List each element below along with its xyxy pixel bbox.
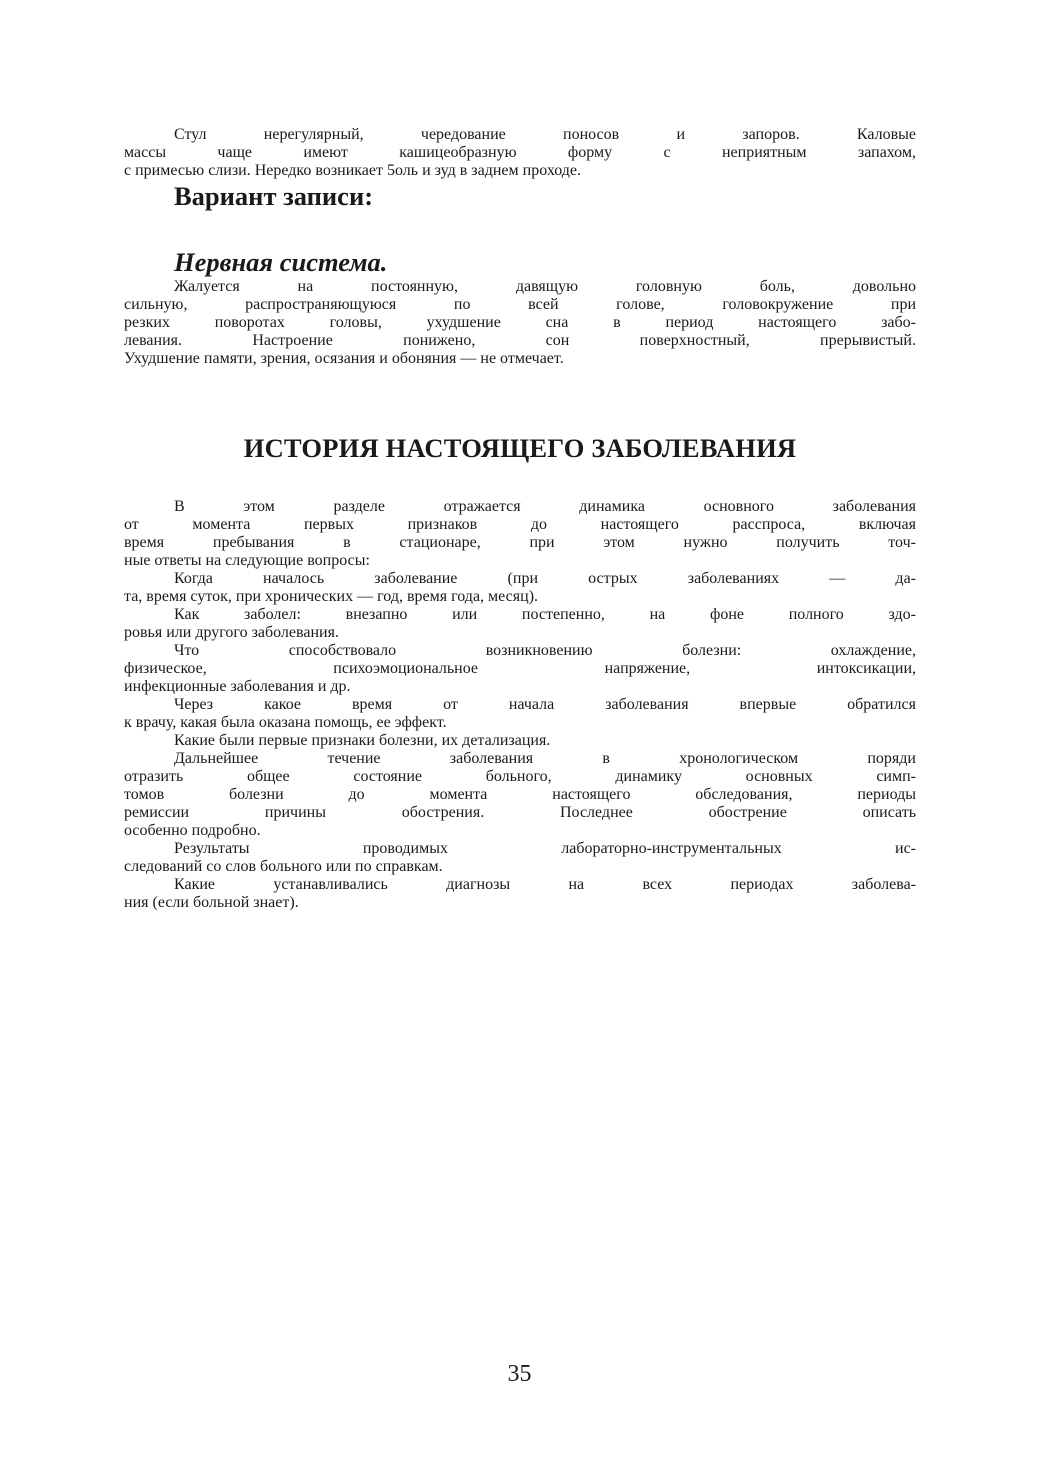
text-line: к врачу, какая была оказана помощь, ее эффект.	[124, 713, 447, 731]
text-line: от момента первых признаков до настоящего расспроса, включая	[124, 515, 916, 533]
question-paragraph	[124, 876, 916, 912]
text-line: Через какое время от начала заболевания впервые обратился	[174, 695, 916, 713]
text-line: левания. Настроение понижено, сон поверхностный, прерывистый.	[124, 332, 916, 350]
text-line: особенно подробно.	[124, 821, 261, 839]
text-line: отразить общее состояние больного, динамику основных симп-	[124, 767, 916, 785]
question-paragraph	[124, 570, 916, 606]
question-paragraph	[124, 606, 916, 642]
text-line: ремиссии причины обострения. Последнее обострение описать	[124, 803, 916, 821]
text-line: массы чаще имеют кашицеобразную форму с неприятным запахом,	[124, 144, 916, 161]
spacer	[124, 213, 916, 246]
text-line: Стул нерегулярный, чередование поносов и запоров. Каловые	[174, 126, 916, 143]
question-paragraph	[124, 696, 916, 732]
page-body	[124, 126, 916, 912]
text-line: В этом разделе отражается динамика основного заболевания	[174, 497, 916, 515]
text-line: Какие устанавливались диагнозы на всех периодах заболева-	[174, 875, 916, 893]
text-line: время пребывания в стационаре, при этом нужно получить точ-	[124, 533, 916, 551]
text-line: Жалуется на постоянную, давящую головную боль, довольно	[174, 278, 916, 296]
text-line: ровья или другого заболевания.	[124, 623, 339, 641]
section-heading: ИСТОРИЯ НАСТОЯЩЕГО ЗАБОЛЕВАНИЯ	[243, 433, 797, 464]
text-line: та, время суток, при хронических — год, время года, месяц).	[124, 587, 539, 605]
question-paragraph	[124, 840, 916, 876]
text-line: ные ответы на следующие вопросы:	[124, 551, 370, 569]
text-line: физическое, психоэмоциональное напряжение, интоксикации,	[124, 659, 916, 677]
spacer	[124, 465, 916, 498]
text-line: томов болезни до момента настоящего обследования, периоды	[124, 785, 916, 803]
text-line: Что способствовало возникновению болезни: охлаждение,	[174, 641, 916, 659]
page-number: 35	[507, 1361, 532, 1387]
intro-paragraph	[124, 498, 916, 570]
spacer	[124, 368, 916, 432]
text-line: Когда началось заболевание (при острых заболеваниях — да-	[174, 569, 916, 587]
text-line: Как заболел: внезапно или постепенно, на фоне полного здо-	[174, 605, 916, 623]
question-paragraph	[124, 750, 916, 840]
question-paragraph	[124, 642, 916, 696]
text-line: Дальнейшее течение заболевания в хронологическом поряди	[174, 749, 916, 767]
text-line: инфекционные заболевания и др.	[124, 677, 351, 695]
text-line: следований со слов больного или по справкам.	[124, 857, 443, 875]
nervous-paragraph	[124, 278, 916, 368]
text-line: сильную, распространяющуюся по всей голове, головокружение при	[124, 296, 916, 314]
text-line: с примесью слизи. Нередко возникает 5оль и зуд в заднем проходе.	[124, 162, 581, 179]
text-line: ния (если больной знает).	[124, 893, 299, 911]
question-paragraph	[124, 732, 916, 750]
text-line: резких поворотах головы, ухудшение сна в период настоящего забо-	[124, 314, 916, 332]
variant-label: Вариант записи:	[174, 181, 374, 211]
stool-paragraph	[124, 126, 916, 180]
text-line: Какие были первые признаки болезни, их детализация.	[174, 731, 551, 749]
nervous-system-title: Нервная система.	[174, 246, 388, 277]
text-line: Результаты проводимых лабораторно-инструментальных ис-	[174, 839, 916, 857]
text-line: Ухудшение памяти, зрения, осязания и обоняния — не отмечает.	[124, 350, 564, 368]
